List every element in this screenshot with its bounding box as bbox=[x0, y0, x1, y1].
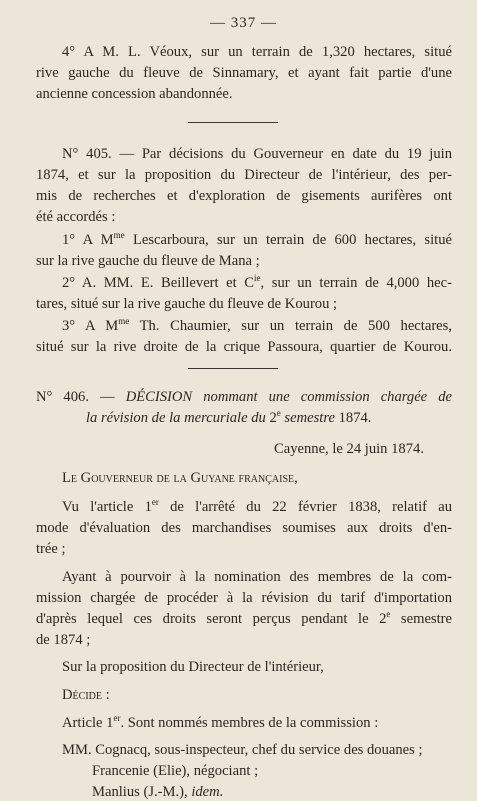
page-number: — 337 — bbox=[210, 15, 277, 31]
text-line: mis de recherches et d'exploration de gisements aurifères ont bbox=[36, 188, 452, 204]
text-line: 1° A $M^{me}$ Lescarboura, sur un terrain de 600 hectares, situé bbox=[62, 230, 452, 248]
text-line: mission chargée de procéder à la révision du tarif d'importation bbox=[36, 590, 452, 606]
separator-rule bbox=[188, 122, 278, 123]
text-line: mode d'évaluation des marchandises soumises aux droits d'en- bbox=[36, 520, 452, 536]
text-line: trée ; bbox=[36, 541, 66, 557]
governor-line: Le Gouverneur de la Guyane française, bbox=[62, 470, 298, 486]
member-line: Manlius (J.-M.), idem. bbox=[92, 784, 224, 800]
text-line: 2° A. MM. E. Beillevert et $C^{ie}$, sur un terrain de 4,000 hec- bbox=[62, 273, 452, 291]
text-line: Ayant à pourvoir à la nomination des membres de la com- bbox=[62, 569, 452, 585]
decision-heading: N° 406. — DÉCISION nommant une commission chargée de bbox=[36, 389, 452, 405]
text-line: été accordés : bbox=[36, 209, 116, 225]
member-line: Francenie (Elie), négociant ; bbox=[92, 763, 259, 779]
text-line: 3° A $M^{me}$ Th. Chaumier, sur un terrain de 500 hectares, bbox=[62, 316, 452, 334]
text-line: Vu l'article 1er de l'arrêté du 22 février 1838, relatif au bbox=[62, 497, 453, 515]
text-line: tares, situé sur la rive gauche du fleuve de Kourou ; bbox=[36, 296, 338, 312]
text-line: situé sur la rive droite de la crique Passoura, quartier de Kourou. bbox=[36, 339, 452, 355]
text-line: 1874, et sur la proposition du Directeur de l'intérieur, des per- bbox=[36, 167, 452, 183]
text-line: 4° A M. L. Véoux, sur un terrain de 1,320 hectares, situé bbox=[62, 44, 452, 60]
place-date: Cayenne, le 24 juin 1874. bbox=[274, 441, 424, 457]
text-line: d'après lequel ces droits seront perçus pendant le 2e semestre bbox=[36, 609, 452, 627]
text-line: Article 1er. Sont nommés membres de la commission : bbox=[62, 713, 379, 731]
decide-label: Décide : bbox=[62, 687, 110, 703]
text-line: rive gauche du fleuve de Sinnamary, et ayant fait partie d'une bbox=[36, 65, 452, 81]
member-line: MM. Cognacq, sous-inspecteur, chef du service des douanes ; bbox=[62, 742, 423, 758]
text-line: N° 405. — Par décisions du Gouverneur en date du 19 juin bbox=[62, 146, 452, 162]
text-line: de 1874 ; bbox=[36, 632, 91, 648]
decision-heading: la révision de la mercuriale du 2e semestre 1874. bbox=[86, 408, 372, 426]
separator-rule bbox=[188, 368, 278, 369]
text-line: ancienne concession abandonnée. bbox=[36, 86, 233, 102]
text-line: Sur la proposition du Directeur de l'intérieur, bbox=[62, 659, 324, 675]
text-line: sur la rive gauche du fleuve de Mana ; bbox=[36, 253, 260, 269]
